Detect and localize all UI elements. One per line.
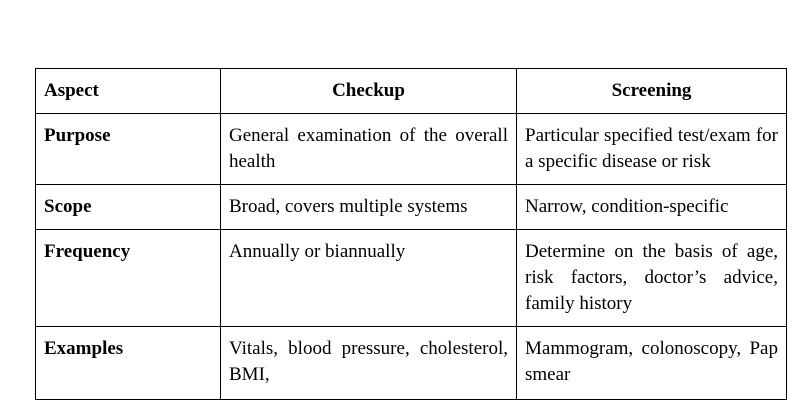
header-checkup: Checkup [221,69,517,114]
row-checkup: Annually or biannually [221,230,517,327]
header-row [36,69,787,114]
comparison-table [35,68,787,400]
table-row [36,114,787,185]
row-screening: Determine on the basis of age, risk factors, doctor’s advice, family history [517,230,787,327]
row-checkup: Broad, covers multiple systems [221,185,517,230]
row-screening: Mammogram, colonoscopy, Pap smear [517,327,787,400]
table-body [36,114,787,400]
row-checkup: General examination of the overall health [221,114,517,185]
row-screening: Narrow, condition-specific [517,185,787,230]
row-checkup: Vitals, blood pressure, cholesterol, BMI, [221,327,517,400]
table-row [36,327,787,400]
row-aspect: Purpose [36,114,221,185]
table-header [36,69,787,114]
row-screening: Particular specified test/exam for a specific disease or risk [517,114,787,185]
header-screening: Screening [517,69,787,114]
row-aspect: Examples [36,327,221,400]
header-aspect: Aspect [36,69,221,114]
table-row [36,230,787,327]
table-row [36,185,787,230]
row-aspect: Frequency [36,230,221,327]
row-aspect: Scope [36,185,221,230]
